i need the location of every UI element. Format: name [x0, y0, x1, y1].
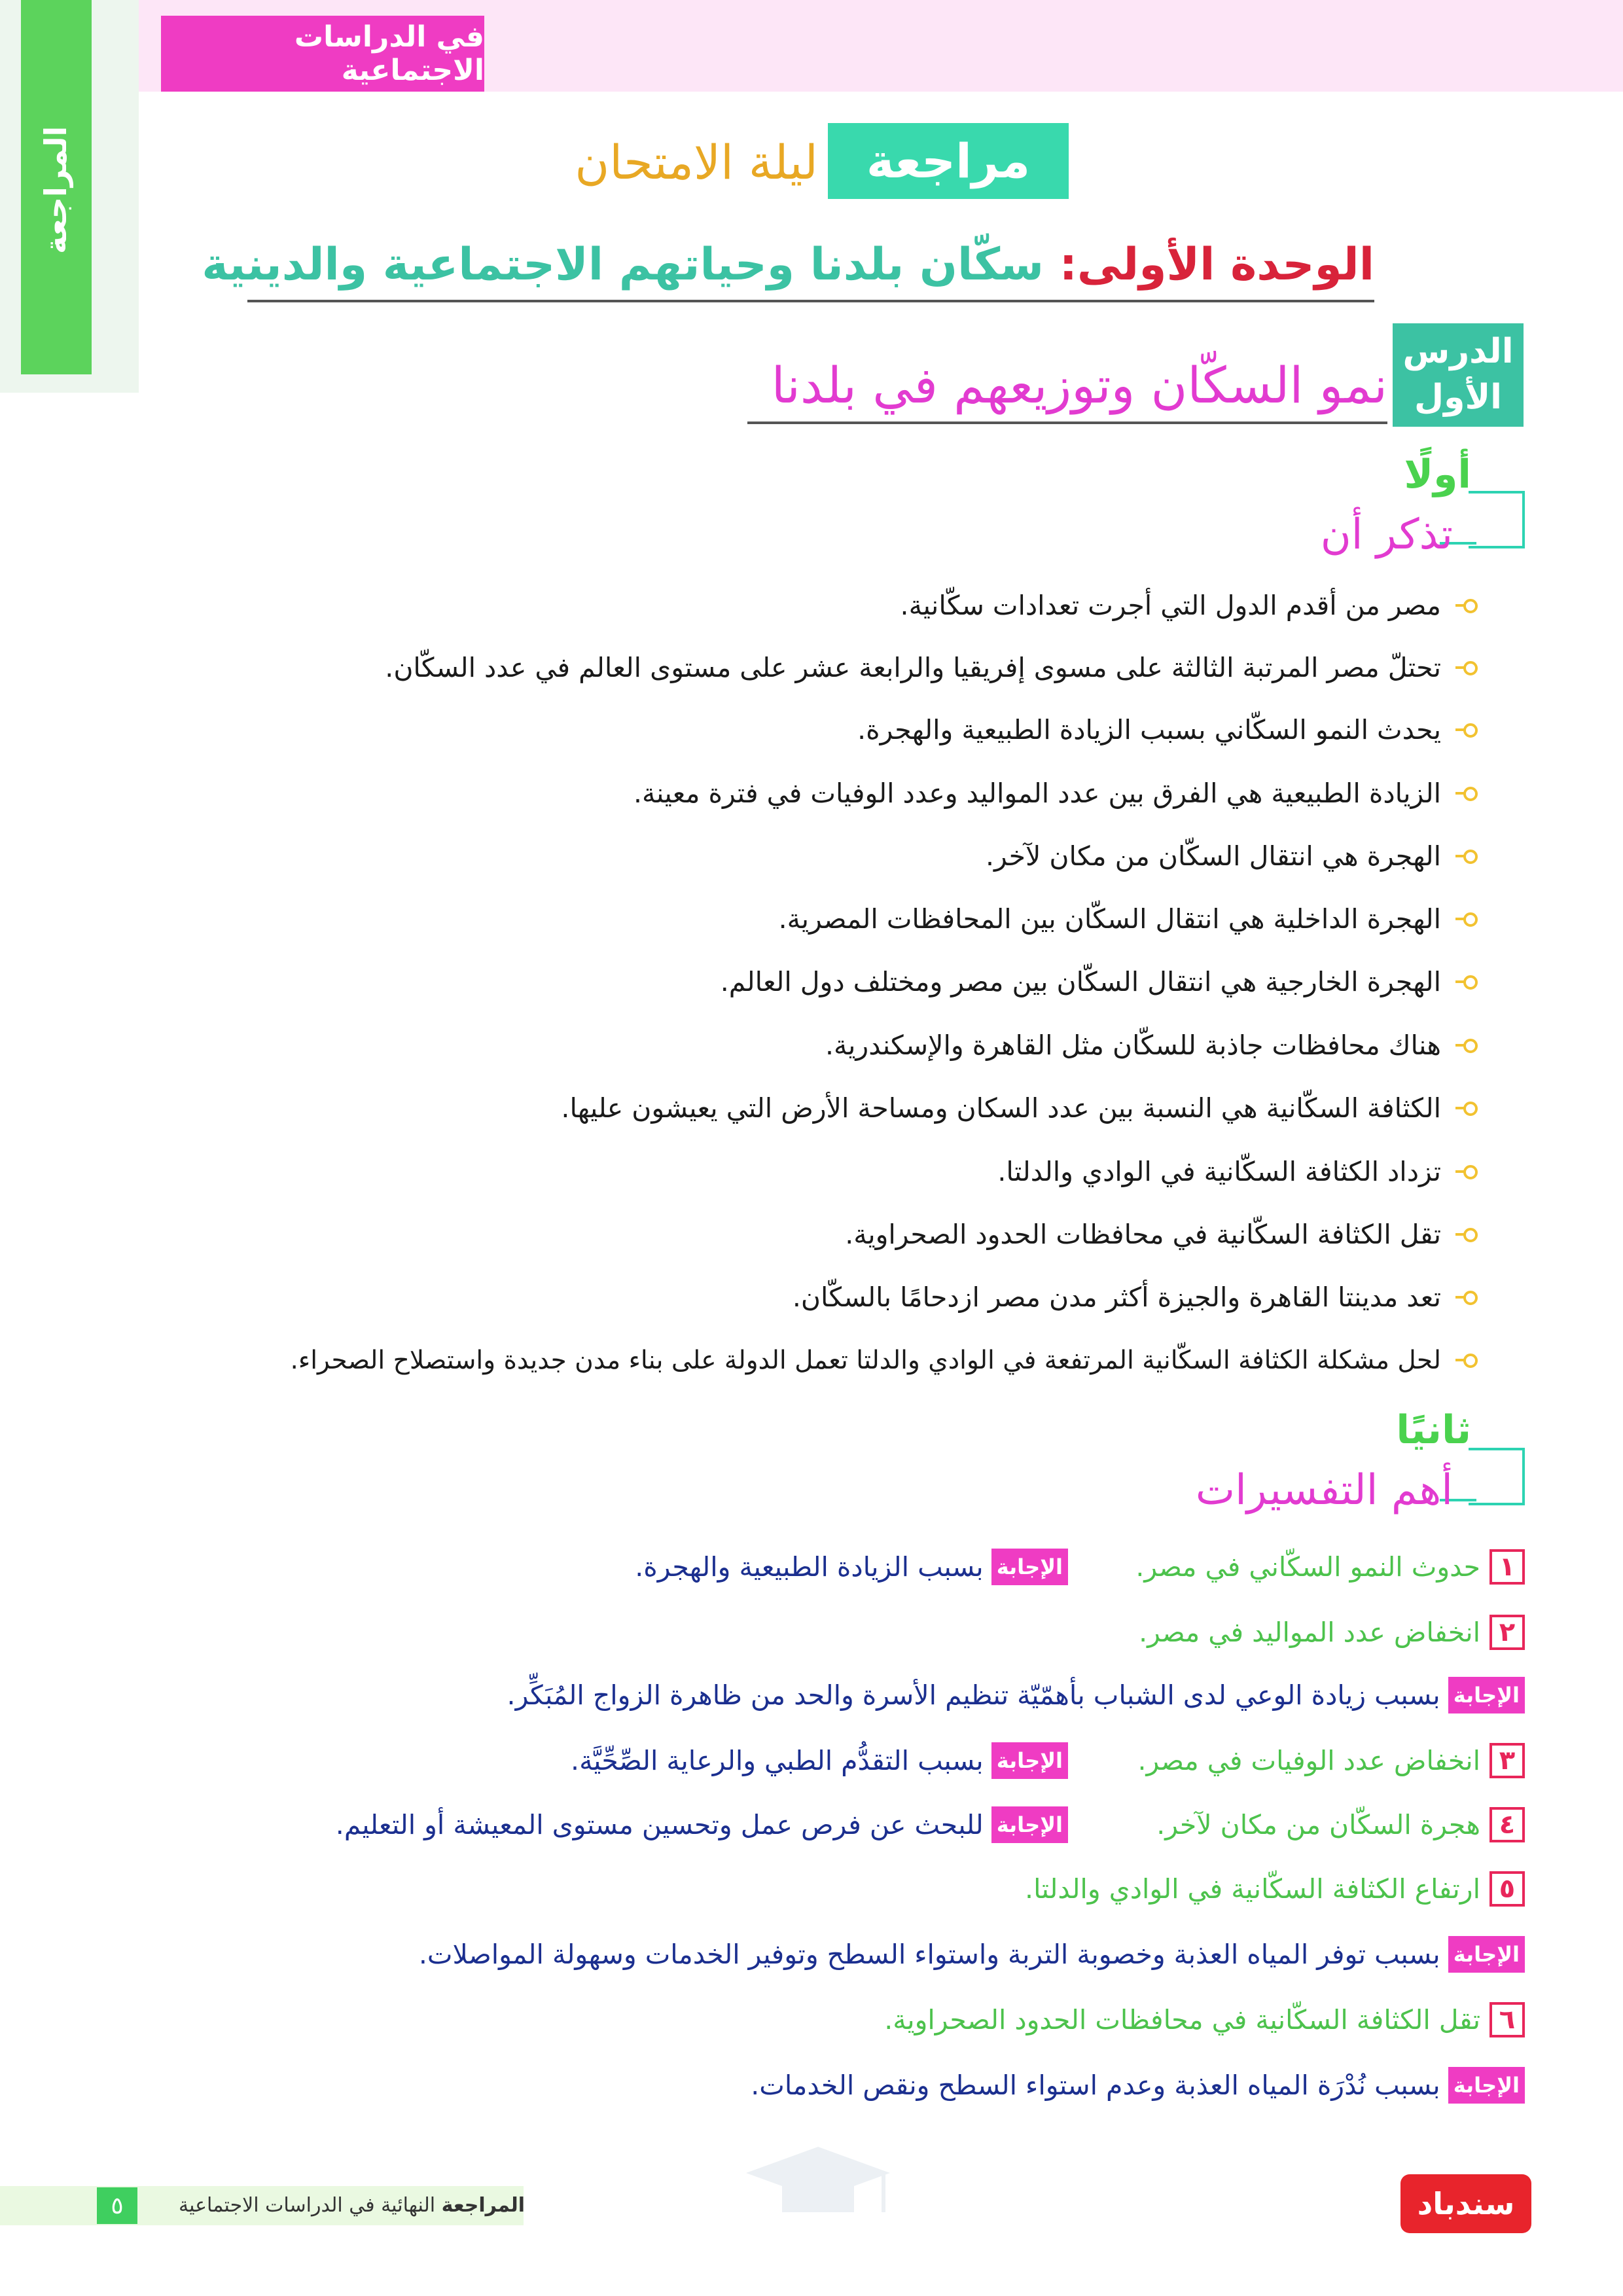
list-item: تقل الكثافة السكّانية في محافظات الحدود الصحراوية.	[103, 1211, 1478, 1257]
bullet-icon	[1455, 656, 1478, 679]
publisher-logo: سندباد	[1400, 2174, 1531, 2233]
bullet-icon	[1455, 1349, 1478, 1371]
answer-text: بسبب زيادة الوعي لدى الشباب بأهمّيّة تنظيم الأسرة والحد من ظاهرة الزواج المُبَكِّر.	[507, 1679, 1440, 1711]
list-item: لحل مشكلة الكثافة السكّانية المرتفعة في الوادي والدلتا تعمل الدولة على بناء مدن جديدة واستصلاح الصحراء.	[103, 1337, 1478, 1383]
answer-text: بسبب الزيادة الطبيعية والهجرة.	[635, 1551, 984, 1583]
bullet-icon	[1455, 1223, 1478, 1246]
answer-badge: الإجابة	[991, 1549, 1068, 1585]
explanation-item	[85, 1606, 1525, 1659]
book-title-rest: النهائية في الدراسات الاجتماعية	[179, 2194, 436, 2217]
bullet-icon	[1455, 719, 1478, 741]
answer-badge: الإجابة	[991, 1742, 1068, 1779]
item-number-box: ٣	[1489, 1743, 1525, 1778]
list-item: الهجرة الداخلية هي انتقال السكّان بين المحافظات المصرية.	[103, 896, 1478, 942]
list-item: يحدث النمو السكّاني بسبب الزيادة الطبيعية والهجرة.	[103, 707, 1478, 753]
bullet-icon	[1455, 1160, 1478, 1183]
book-title-bold: المراجعة	[441, 2194, 525, 2217]
lesson-label	[1393, 323, 1524, 427]
unit-title: سكّان بلدنا وحياتهم الاجتماعية والدينية	[202, 239, 1044, 291]
answer-row	[85, 1669, 1525, 1721]
unit-label: الوحدة الأولى:	[1059, 239, 1374, 291]
question-text: حدوث النمو السكّاني في مصر.	[1135, 1551, 1480, 1583]
exam-night-title: ليلة الامتحان	[575, 135, 818, 190]
list-item: مصر من أقدم الدول التي أجرت تعدادات سكّانية.	[103, 583, 1478, 628]
sidebar-label: المراجعة	[38, 126, 73, 254]
list-item: الهجرة الخارجية هي انتقال السكّان بين مصر ومختلف دول العالم.	[103, 959, 1478, 1005]
explanation-item	[85, 1994, 1525, 2046]
bullet-icon	[1455, 908, 1478, 930]
unit-underline	[247, 300, 1374, 302]
bullet-icon	[1455, 1097, 1478, 1119]
answer-text: للبحث عن فرص عمل وتحسين مستوى المعيشة أو التعليم.	[335, 1809, 984, 1840]
answer-row	[85, 2059, 1525, 2111]
question-text: هجرة السكّان من مكان لآخر.	[1156, 1809, 1480, 1840]
question-text: تقل الكثافة السكّانية في محافظات الحدود الصحراوية.	[884, 2004, 1480, 2036]
question-text: ارتفاع الكثافة السكّانية في الوادي والدلتا.	[1025, 1873, 1480, 1905]
lesson-label-line2: الأول	[1414, 378, 1502, 417]
question-text: انخفاض عدد المواليد في مصر.	[1139, 1617, 1480, 1648]
section1-frame	[1469, 491, 1525, 548]
explanation-item	[85, 1863, 1525, 1915]
answer-text: بسبب نُدْرَة المياه العذبة وعدم استواء السطح ونقص الخدمات.	[751, 2070, 1440, 2101]
answer-text: بسبب توفر المياه العذبة وخصوبة التربة واستواء السطح وتوفير الخدمات وسهولة المواصلات.	[418, 1939, 1440, 1970]
answer-text: بسبب التقدُّم الطبي والرعاية الصِّحِّيَّة.	[571, 1745, 984, 1776]
graduation-cap-watermark-icon	[720, 2140, 916, 2232]
list-item: هناك محافظات جاذبة للسكّان مثل القاهرة والإسكندرية.	[103, 1022, 1478, 1068]
section1-number: أولًا	[1404, 452, 1471, 497]
bullet-icon	[1455, 1034, 1478, 1056]
section1-title: تذكر أن	[1320, 511, 1453, 559]
bullet-icon	[1455, 594, 1478, 617]
item-number-box: ٥	[1489, 1871, 1525, 1907]
section2-number: ثانيًا	[1396, 1407, 1471, 1453]
bullet-icon	[1455, 782, 1478, 804]
explanation-item	[85, 1734, 1525, 1787]
section2-frame	[1469, 1448, 1525, 1505]
bullet-icon	[1455, 1286, 1478, 1308]
explanation-item	[85, 1541, 1525, 1593]
list-item: تزداد الكثافة السكّانية في الوادي والدلتا.	[103, 1149, 1478, 1194]
bullet-icon	[1455, 845, 1478, 867]
page-number: ٥	[97, 2187, 137, 2224]
item-number-box: ١	[1489, 1549, 1525, 1585]
review-title: مراجعة	[828, 123, 1069, 199]
lesson-label-line1: الدرس	[1402, 332, 1514, 371]
item-number-box: ٤	[1489, 1807, 1525, 1842]
answer-badge: الإجابة	[1448, 1677, 1525, 1713]
list-item: تحتلّ مصر المرتبة الثالثة على مسوى إفريقيا والرابعة عشر على مستوى العالم في عدد السكّان.	[103, 645, 1478, 691]
item-number-box: ٢	[1489, 1615, 1525, 1650]
question-text: انخفاض عدد الوفيات في مصر.	[1137, 1745, 1480, 1776]
subject-tag: في الدراسات الاجتماعية	[161, 16, 484, 92]
list-item: الزيادة الطبيعية هي الفرق بين عدد المواليد وعدد الوفيات في فترة معينة.	[103, 770, 1478, 816]
answer-badge: الإجابة	[1448, 1936, 1525, 1973]
list-item: تعد مدينتا القاهرة والجيزة أكثر مدن مصر ازدحامًا بالسكّان.	[103, 1274, 1478, 1320]
section2-title: أهم التفسيرات	[1195, 1466, 1453, 1515]
bullet-icon	[1455, 971, 1478, 993]
list-item: الهجرة هي انتقال السكّان من مكان لآخر.	[103, 833, 1478, 879]
answer-badge: الإجابة	[1448, 2067, 1525, 2104]
answer-row	[85, 1928, 1525, 1981]
unit-heading	[202, 229, 1374, 301]
lesson-title: نمو السكّان وتوزيعهم في بلدنا	[771, 356, 1387, 414]
lesson-underline	[747, 422, 1387, 424]
list-item: الكثافة السكّانية هي النسبة بين عدد السكان ومساحة الأرض التي يعيشون عليها.	[103, 1085, 1478, 1131]
answer-badge: الإجابة	[991, 1806, 1068, 1843]
item-number-box: ٦	[1489, 2002, 1525, 2037]
book-title	[145, 2186, 525, 2225]
explanation-item	[85, 1799, 1525, 1851]
